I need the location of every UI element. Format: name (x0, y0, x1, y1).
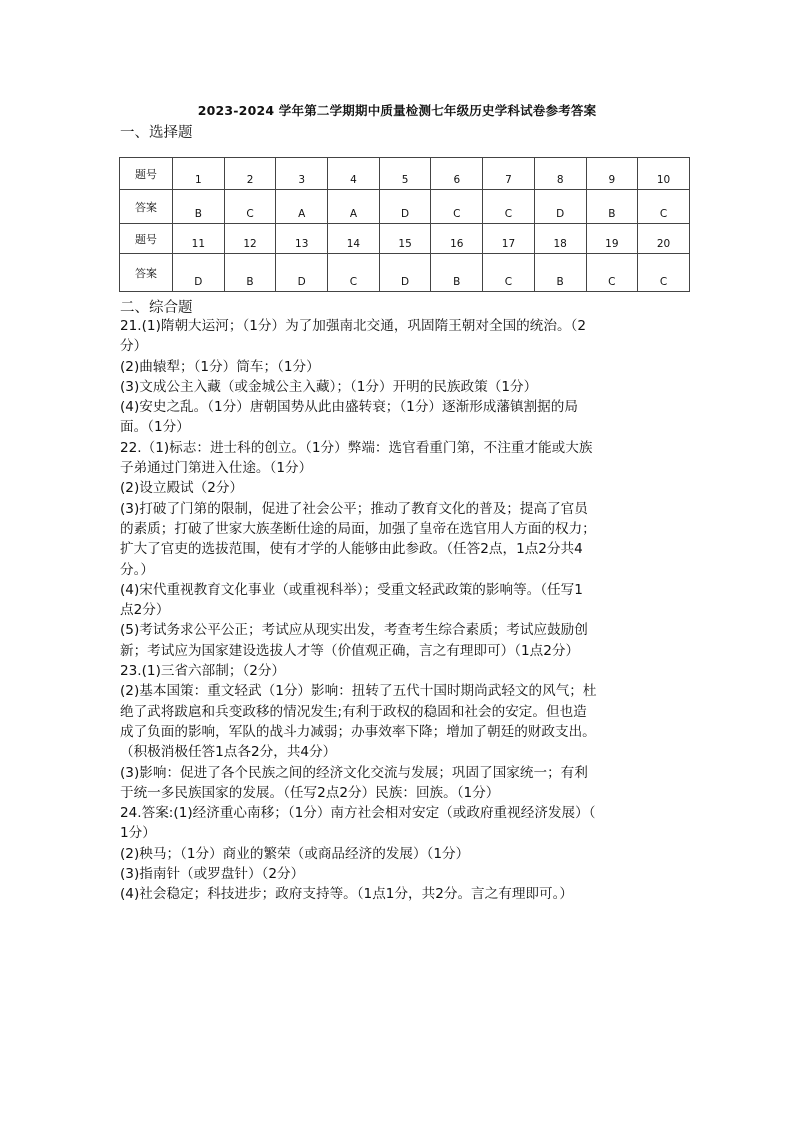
table-cell: 8 (534, 158, 586, 190)
table-cell: B (173, 190, 225, 224)
table-cell: 12 (224, 224, 276, 254)
table-cell: 2 (224, 158, 276, 190)
table-cell: 18 (534, 224, 586, 254)
table-cell: C (586, 254, 638, 292)
table-cell: 9 (586, 158, 638, 190)
table-cell: 4 (328, 158, 380, 190)
table-cell: C (328, 254, 380, 292)
answer-line: 分） (120, 338, 148, 355)
table-cell: C (483, 190, 535, 224)
row-header: 答案 (120, 190, 173, 224)
answer-line: （积极消极任答1点各2分，共4分） (120, 744, 337, 761)
table-cell: A (276, 190, 328, 224)
answer-line: 23.(1)三省六部制；（2分） (120, 663, 286, 680)
table-cell: 16 (431, 224, 483, 254)
answer-line: 成了负面的影响，军队的战斗力减弱；办事效率下降；增加了朝廷的财政支出。 (120, 723, 596, 740)
table-cell: D (379, 190, 431, 224)
table-cell: 6 (431, 158, 483, 190)
table-cell: 13 (276, 224, 328, 254)
table-cell: A (328, 190, 380, 224)
answer-line: (4)安史之乱。（1分）唐朝国势从此由盛转衰；（1分）逐渐形成藩镇割据的局 (120, 399, 578, 416)
answer-line: (2)设立殿试（2分） (120, 480, 244, 497)
answer-line: (3)影响：促进了各个民族之间的经济文化交流与发展；巩固了国家统一；有利 (120, 764, 588, 781)
table-cell: B (224, 254, 276, 292)
answer-line: 24.答案:(1)经济重心南移；（1分）南方社会相对安定（或政府重视经济发展）（ (120, 805, 596, 822)
table-cell: B (534, 254, 586, 292)
answer-line: 21.(1)隋朝大运河；（1分）为了加强南北交通，巩固隋王朝对全国的统治。（2 (120, 318, 586, 334)
table-cell: 19 (586, 224, 638, 254)
table-cell: D (173, 254, 225, 292)
row-header: 题号 (120, 224, 173, 254)
answer-line: (3)指南针（或罗盘针）（2分） (120, 866, 305, 883)
answer-line: 新；考试应为国家建设选拔人才等（价值观正确，言之有理即可）（1点2分） (120, 642, 580, 659)
table-cell: C (483, 254, 535, 292)
answer-line: (3)打破了门第的限制，促进了社会公平；推动了教育文化的普及；提高了官员 (120, 500, 588, 517)
table-cell: 15 (379, 224, 431, 254)
answer-line: (2)秧马；（1分）商业的繁荣（或商品经济的发展）（1分） (120, 845, 470, 862)
answer-line: (5)考试务求公平公正；考试应从现实出发，考查考生综合素质；考试应鼓励创 (120, 622, 588, 639)
table-cell: C (638, 190, 690, 224)
answer-line: 分。） (120, 561, 154, 578)
table-cell: 1 (173, 158, 225, 190)
answer-line: 的素质；打破了世家大族垄断仕途的局面，加强了皇帝在选官用人方面的权力； (120, 520, 596, 537)
table-cell: C (431, 190, 483, 224)
table-cell: C (638, 254, 690, 292)
answer-line: 子弟通过门第进入仕途。（1分） (120, 460, 313, 477)
answer-line: (2)曲辕犁；（1分）筒车；（1分） (120, 358, 320, 375)
table-cell: 7 (483, 158, 535, 190)
row-header: 答案 (120, 254, 173, 292)
answer-line: (2)基本国策：重文轻武（1分）影响：扭转了五代十国时期尚武轻文的风气；杜 (120, 683, 597, 700)
table-cell: 10 (638, 158, 690, 190)
answer-line: 1分） (120, 825, 156, 842)
table-cell: B (431, 254, 483, 292)
answer-line: 点2分） (120, 602, 170, 619)
table-cell: B (586, 190, 638, 224)
table-row (120, 158, 690, 190)
answer-line: 22.（1)标志：进士科的创立。（1分）弊端：选官看重门第，不注重才能或大族 (120, 439, 593, 456)
answer-line: 面。（1分） (120, 419, 190, 436)
table-cell: 5 (379, 158, 431, 190)
answer-line: 扩大了官吏的选拔范围，使有才学的人能够由此参政。（任答2点，1点2分共4 (120, 541, 583, 558)
answer-table (119, 157, 690, 292)
table-cell: 11 (173, 224, 225, 254)
answer-line: 绝了武将跋扈和兵变政移的情况发生;有利于政权的稳固和社会的安定。但也造 (120, 703, 587, 720)
table-cell: 17 (483, 224, 535, 254)
section-heading-comprehensive: 二、综合题 (120, 300, 193, 316)
page-title: 2023-2024 学年第二学期期中质量检测七年级历史学科试卷参考答案 (197, 103, 597, 118)
table-cell: 3 (276, 158, 328, 190)
answer-line: 于统一多民族国家的发展。（任写2点2分）民族：回族。（1分） (120, 784, 500, 801)
table-row (120, 190, 690, 224)
table-row (120, 224, 690, 254)
table-cell: D (379, 254, 431, 292)
row-header: 题号 (120, 158, 173, 190)
answer-line: (3)文成公主入藏（或金城公主入藏）；（1分）开明的民族政策（1分） (120, 378, 538, 395)
table-cell: 14 (328, 224, 380, 254)
answer-line: (4)宋代重视教育文化事业（或重视科举）；受重文轻武政策的影响等。（任写1 (120, 581, 583, 598)
table-cell: C (224, 190, 276, 224)
section-heading-choice: 一、选择题 (120, 125, 193, 141)
table-cell: D (276, 254, 328, 292)
table-cell: 20 (638, 224, 690, 254)
table-cell: D (534, 190, 586, 224)
answer-line: (4)社会稳定；科技进步；政府支持等。（1点1分，共2分。言之有理即可。） (120, 886, 574, 903)
answer-text-block (120, 316, 690, 905)
table-row (120, 254, 690, 292)
